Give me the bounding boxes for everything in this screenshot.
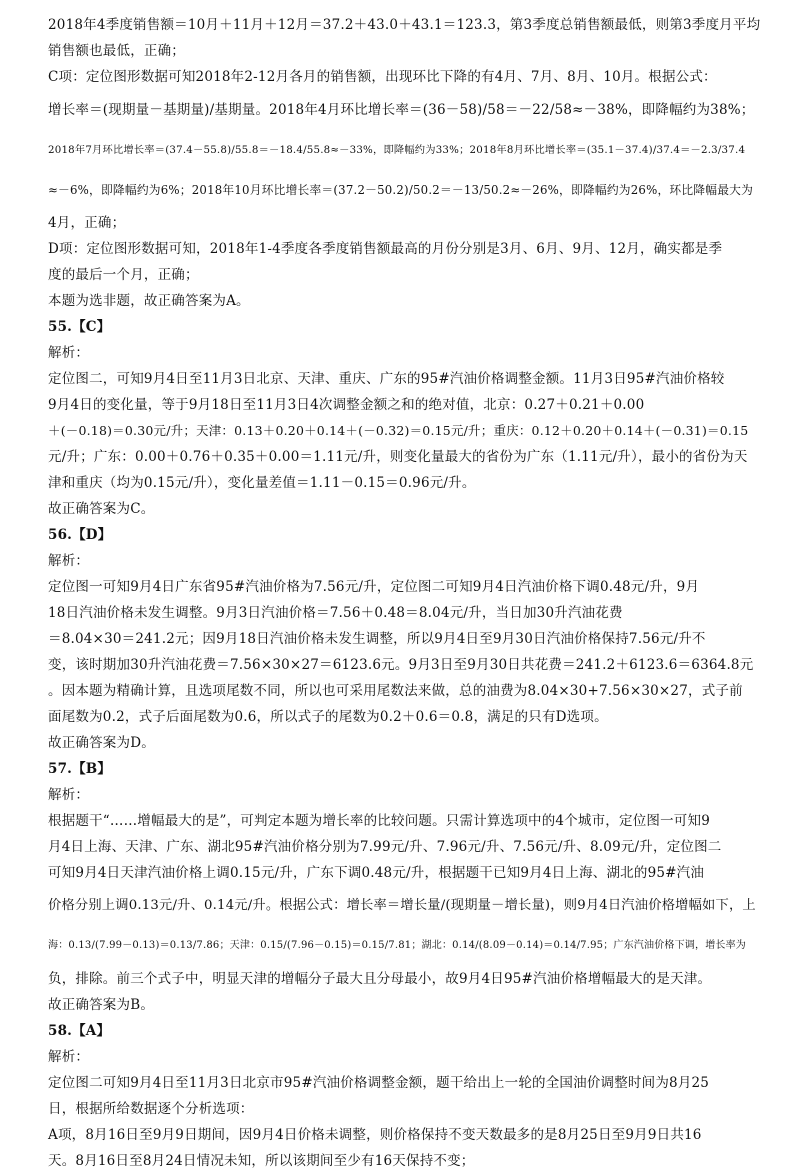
text-line: 可知9月4日天津汽油价格上调0.15元/升，广东下调0.48元/升，根据题干已知9月4日上海、湖北的95#汽油 [48, 865, 705, 881]
text-line: 定位图二，可知9月4日至11月3日北京、天津、重庆、广东的95#汽油价格调整金额。11月3日95#汽油价格较 [48, 371, 725, 387]
text-line: 月4日上海、天津、广东、湖北95#汽油价格分别为7.99元/升、7.96元/升、7.56元/升、8.09元/升，定位图二 [48, 839, 722, 855]
text-line: ＝8.04×30＝241.2元；因9月18日汽油价格未发生调整，所以9月4日至9月30日汽油价格保持7.56元/升不 [48, 631, 706, 647]
question-number: 57.【B】 [48, 761, 112, 777]
text-line: 面尾数为0.2，式子后面尾数为0.6，所以式子的尾数为0.2＋0.6＝0.8，满足的只有D选项。 [48, 709, 608, 725]
text-line: 销售额也最低，正确； [48, 43, 185, 59]
text-line: 负，排除。前三个式子中，明显天津的增幅分子最大且分母最小，故9月4日95#汽油价格增幅最大的是天津。 [48, 971, 712, 987]
analysis-label: 解析： [48, 553, 90, 569]
answer-line: 故正确答案为B。 [48, 997, 155, 1013]
text-line: 日，根据所给数据逐个分析选项： [48, 1101, 254, 1117]
text-line: A项，8月16日至9月9日期间，因9月4日价格未调整，则价格保持不变天数最多的是8月25日至9月9日共16 [48, 1127, 702, 1143]
question-number: 58.【A】 [48, 1023, 111, 1039]
answer-line: 故正确答案为D。 [48, 735, 155, 751]
text-line: 。因本题为精确计算，且选项尾数不同，所以也可采用尾数法来做，总的油费为8.04×30+7.56×30×27，式子前 [48, 683, 743, 699]
text-line: C项：定位图形数据可知2018年2-12月各月的销售额，出现环比下降的有4月、7月、8月、10月。根据公式： [48, 69, 717, 85]
formula-line: ≈－6%，即降幅约为6%；2018年10月环比增长率＝(37.2－50.2)/50.2＝－13/50.2≈－26%，即降幅约为26%，环比降幅最大为 [48, 183, 754, 197]
solution-document [48, 12, 760, 1174]
text-line: 4月，正确； [48, 215, 126, 231]
formula-line: 价格分别上调0.13元/升、0.14元/升。根据公式：增长率＝增长量/(现期量－增长量)，则9月4日汽油价格增幅如下，上 [48, 898, 756, 913]
text-line: 天。8月16日至8月24日情况未知，所以该期间至少有16天保持不变； [48, 1153, 475, 1169]
text-line: D项：定位图形数据可知，2018年1-4季度各季度销售额最高的月份分别是3月、6月、9月、12月，确实都是季 [48, 241, 723, 257]
text-line: 根据题干“……增幅最大的是”，可判定本题为增长率的比较问题。只需计算选项中的4个城市，定位图一可知9 [48, 813, 710, 829]
text-line: 2018年4季度销售额＝10月＋11月＋12月＝37.2＋43.0＋43.1＝123.3，第3季度总销售额最低，则第3季度月平均 [48, 17, 761, 33]
text-line: 18日汽油价格未发生调整。9月3日汽油价格＝7.56＋0.48＝8.04元/升，当日加30升汽油花费 [48, 605, 623, 621]
question-number: 55.【C】 [48, 319, 111, 335]
text-line: 本题为选非题，故正确答案为A。 [48, 293, 250, 309]
formula-line: 增长率＝(现期量－基期量)/基期量。2018年4月环比增长率＝(36－58)/58＝－22/58≈－38%，即降幅约为38%； [48, 102, 755, 118]
text-line: 定位图一可知9月4日广东省95#汽油价格为7.56元/升，定位图二可知9月4日汽油价格下调0.48元/升，9月 [48, 579, 700, 595]
text-line: ＋(－0.18)＝0.30元/升；天津：0.13＋0.20＋0.14＋(－0.32)＝0.15元/升；重庆：0.12＋0.20＋0.14＋(－0.31)＝0.15 [48, 423, 749, 438]
question-number: 56.【D】 [48, 527, 112, 543]
text-line: 9月4日的变化量，等于9月18日至11月3日4次调整金额之和的绝对值，北京：0.27＋0.21＋0.00 [48, 397, 645, 413]
analysis-label: 解析： [48, 1049, 90, 1065]
text-line: 定位图二可知9月4日至11月3日北京市95#汽油价格调整金额，题干给出上一轮的全国油价调整时间为8月25 [48, 1075, 710, 1091]
formula-line: 2018年7月环比增长率＝(37.4－55.8)/55.8＝－18.4/55.8≈－33%，即降幅约为33%；2018年8月环比增长率＝(35.1－37.4)/37.4＝－2.3/37.4 [48, 144, 746, 156]
analysis-label: 解析： [48, 345, 90, 361]
formula-line: 海：0.13/(7.99－0.13)＝0.13/7.86；天津：0.15/(7.96－0.15)＝0.15/7.81；湖北：0.14/(8.09－0.14)＝0.14/7.95；广东汽油价格下调，增长率为 [48, 940, 747, 951]
analysis-label: 解析： [48, 787, 90, 803]
text-line: 元/升；广东：0.00＋0.76＋0.35＋0.00＝1.11元/升，则变化量最大的省份为广东（1.11元/升），最小的省份为天 [48, 449, 748, 465]
text-line: 津和重庆（均为0.15元/升），变化量差值＝1.11－0.15＝0.96元/升。 [48, 475, 476, 491]
text-line: 变，该时期加30升汽油花费＝7.56×30×27＝6123.6元。9月3日至9月30日共花费＝241.2＋6123.6＝6364.8元 [48, 657, 754, 673]
text-line: 度的最后一个月，正确； [48, 267, 199, 283]
answer-line: 故正确答案为C。 [48, 501, 155, 517]
